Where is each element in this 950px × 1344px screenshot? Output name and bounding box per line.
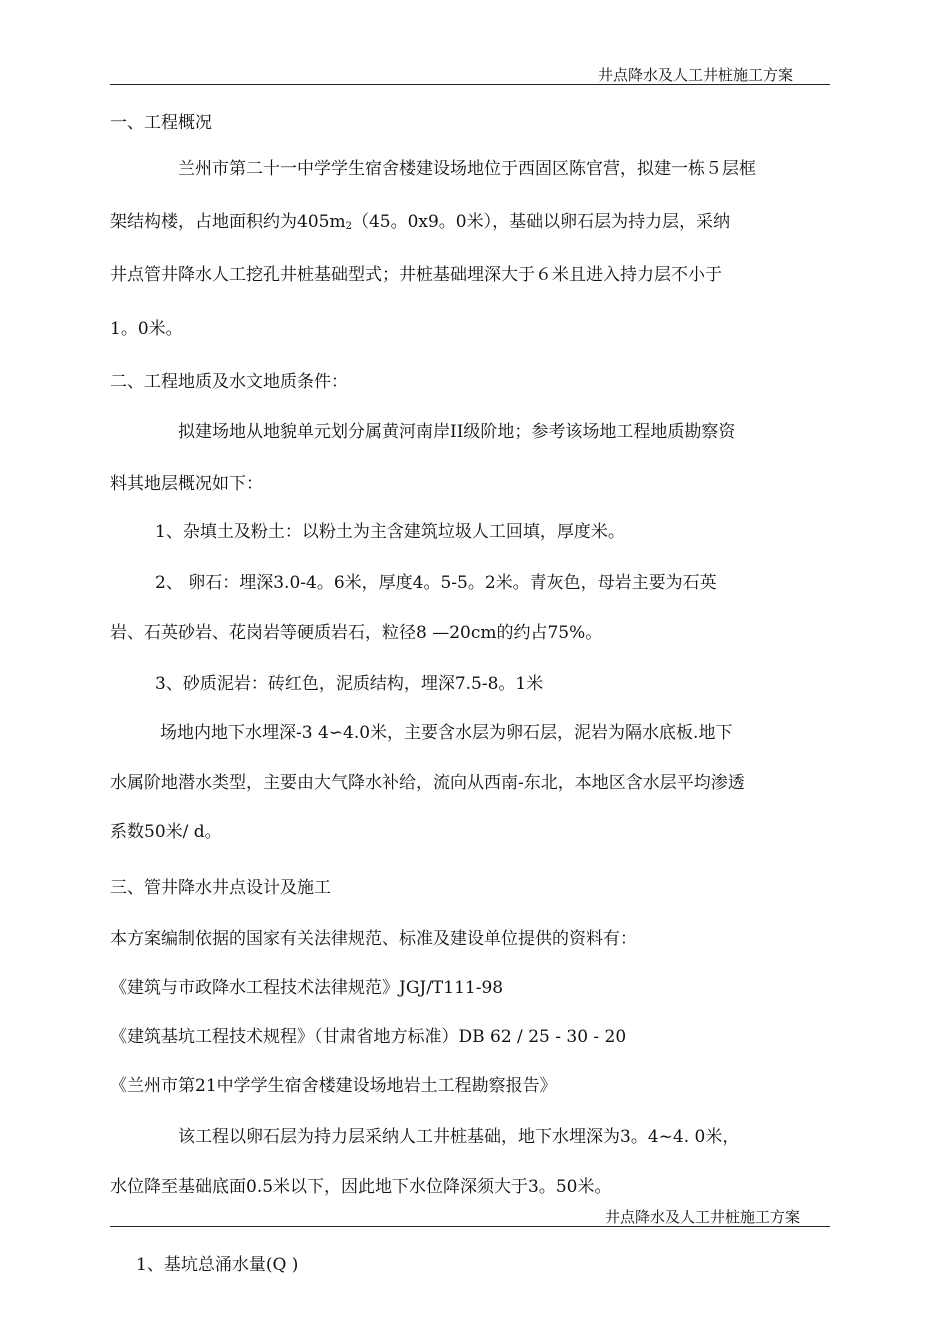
- paragraph-line: 场地内地下水埋深-3 4∽4.0米，主要含水层为卵石层，泥岩为隔水底板.地下: [160, 723, 733, 743]
- paragraph-line: 水位降至基础底面0.5米以下，因此地下水位降深须大于3。50米。: [110, 1177, 612, 1197]
- reference-item: 《建筑基坑工程技术规程》（甘肃省地方标准）DB 62 / 25 - 30 - 20: [110, 1027, 627, 1047]
- list-item: 1、杂填土及粉土：以粉土为主含建筑垃圾人工回填，厚度米。: [155, 522, 625, 542]
- section-heading-3: 三、管井降水井点设计及施工: [110, 878, 331, 898]
- paragraph-line: 拟建场地从地貌单元划分属黄河南岸II级阶地；参考该场地工程地质勘察资: [178, 422, 736, 442]
- area-text: 架结构楼，占地面积约为405m: [110, 212, 346, 232]
- section-heading-2: 二、工程地质及水文地质条件：: [110, 372, 348, 392]
- header-title: 井点降水及人工井桩施工方案: [598, 66, 794, 84]
- paragraph-line: 兰州市第二十一中学学生宿舍楼建设场地位于西固区陈官营，拟建一栋５层框: [178, 159, 756, 179]
- list-item: 2、 卵石：埋深3.0-4。6米，厚度4。5-5。2米。青灰色，母岩主要为石英: [155, 573, 717, 593]
- subsection-heading: 1、基坑总涌水量(Q ): [136, 1255, 299, 1275]
- header-rule: [110, 84, 830, 85]
- header-rule: [110, 1226, 830, 1227]
- paragraph-line: [110, 211, 730, 238]
- paragraph-line: 本方案编制依据的国家有关法律规范、标准及建设单位提供的资料有：: [110, 929, 637, 949]
- paragraph-line: 1。0米。: [110, 319, 183, 339]
- paragraph-line: 井点管井降水人工挖孔井桩基础型式；井桩基础埋深大于６米且进入持力层不小于: [110, 265, 722, 285]
- section-heading-1: 一、工程概况: [110, 113, 212, 133]
- reference-item: 《兰州市第21中学学生宿舍楼建设场地岩土工程勘察报告》: [110, 1076, 557, 1096]
- header-title: 井点降水及人工井桩施工方案: [605, 1208, 801, 1226]
- paragraph-line: 该工程以卵石层为持力层采纳人工井桩基础，地下水埋深为3。4~4. 0米，: [178, 1127, 740, 1147]
- paragraph-line: 水属阶地潜水类型，主要由大气降水补给，流向从西南-东北，本地区含水层平均渗透: [110, 773, 745, 793]
- area-text-rest: （45。0x9。0米），基础以卵石层为持力层，采纳: [351, 212, 731, 232]
- reference-item: 《建筑与市政降水工程技术法律规范》JGJ/T111-98: [110, 978, 504, 998]
- list-item: 3、砂质泥岩：砖红色，泥质结构，埋深7.5-8。1米: [155, 674, 544, 694]
- area-unit-exponent: 2: [345, 221, 352, 232]
- paragraph-line: 系数50米/ d。: [110, 822, 222, 842]
- paragraph-line: 岩、石英砂岩、花岗岩等硬质岩石，粒径8 —20cm的约占75%。: [110, 623, 603, 643]
- paragraph-line: 料其地层概况如下：: [110, 474, 263, 494]
